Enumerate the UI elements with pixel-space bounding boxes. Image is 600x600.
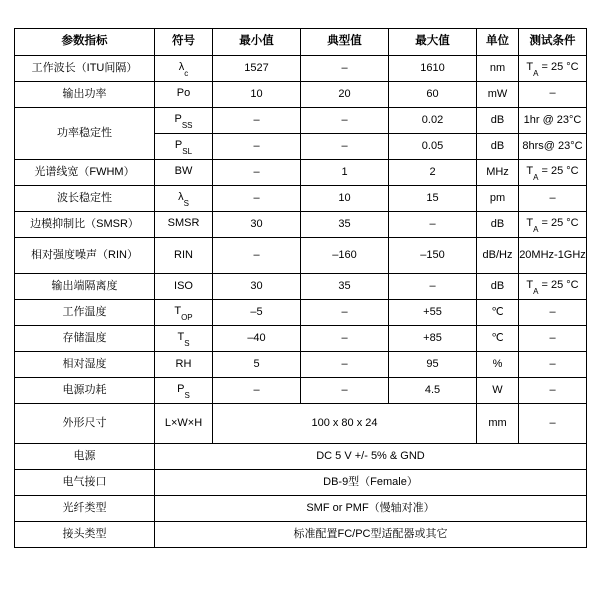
cell-unit: ℃ bbox=[477, 326, 519, 352]
cell-max: 15 bbox=[389, 186, 477, 212]
symbol-main: λ bbox=[178, 61, 185, 74]
cell-condition: – bbox=[519, 352, 587, 378]
symbol-sub: OP bbox=[181, 312, 193, 322]
cell-param: 工作温度 bbox=[15, 300, 155, 326]
cell-condition bbox=[519, 274, 587, 300]
cell-param: 外形尺寸 bbox=[15, 404, 155, 444]
table-row bbox=[15, 212, 587, 238]
cell-max: 60 bbox=[389, 82, 477, 108]
cell-typ: – bbox=[301, 378, 389, 404]
cell-min: – bbox=[213, 134, 301, 160]
cell-min: 10 bbox=[213, 82, 301, 108]
cell-max: 95 bbox=[389, 352, 477, 378]
cell-unit: mW bbox=[477, 82, 519, 108]
cell-min: – bbox=[213, 160, 301, 186]
cell-min: –5 bbox=[213, 300, 301, 326]
cell-param: 存储温度 bbox=[15, 326, 155, 352]
cell-typ: 35 bbox=[301, 274, 389, 300]
cell-condition: – bbox=[519, 186, 587, 212]
cell-max: +85 bbox=[389, 326, 477, 352]
table-row-full bbox=[15, 470, 587, 496]
symbol-main: T bbox=[177, 331, 185, 344]
symbol-main: P bbox=[174, 139, 183, 152]
cell-full-value: SMF or PMF（慢轴对准） bbox=[155, 496, 587, 522]
cell-typ: 10 bbox=[301, 186, 389, 212]
table-row bbox=[15, 274, 587, 300]
cell-unit: dB/Hz bbox=[477, 238, 519, 274]
cell-min: – bbox=[213, 378, 301, 404]
table-row bbox=[15, 186, 587, 212]
cell-symbol: L×W×H bbox=[155, 404, 213, 444]
cell-unit: ℃ bbox=[477, 300, 519, 326]
cell-typ: – bbox=[301, 326, 389, 352]
cell-min: 1527 bbox=[213, 56, 301, 82]
cell-param: 光谱线宽（FWHM） bbox=[15, 160, 155, 186]
cond-main: T bbox=[526, 165, 534, 178]
cell-param: 电气接口 bbox=[15, 470, 155, 496]
cell-symbol bbox=[155, 56, 213, 82]
cell-param: 边模抑制比（SMSR） bbox=[15, 212, 155, 238]
column-header-min: 最小值 bbox=[213, 29, 301, 56]
table-row bbox=[15, 300, 587, 326]
cell-typ: – bbox=[301, 134, 389, 160]
cell-param: 输出功率 bbox=[15, 82, 155, 108]
table-row-dimension bbox=[15, 404, 587, 444]
cell-typ: 1 bbox=[301, 160, 389, 186]
symbol-main: P bbox=[174, 113, 182, 126]
cond-sub: A bbox=[533, 224, 539, 234]
cell-min: – bbox=[213, 108, 301, 134]
table-row bbox=[15, 108, 587, 134]
cell-condition: – bbox=[519, 326, 587, 352]
symbol-sub: S bbox=[183, 198, 189, 208]
cell-condition: 8hrs@ 23°C bbox=[519, 134, 587, 160]
table-row bbox=[15, 56, 587, 82]
symbol-sub: SS bbox=[181, 120, 193, 130]
cell-param: 输出端隔离度 bbox=[15, 274, 155, 300]
symbol-sub: c bbox=[184, 68, 189, 78]
cond-rest: = 25 °C bbox=[538, 61, 579, 74]
cell-condition: 20MHz-1GHz bbox=[519, 238, 587, 274]
cond-rest: = 25 °C bbox=[538, 279, 579, 292]
symbol-sub: S bbox=[184, 338, 190, 348]
table-row bbox=[15, 326, 587, 352]
column-header-max: 最大值 bbox=[389, 29, 477, 56]
cell-max: +55 bbox=[389, 300, 477, 326]
cell-symbol bbox=[155, 134, 213, 160]
cell-param: 波长稳定性 bbox=[15, 186, 155, 212]
cell-unit: dB bbox=[477, 274, 519, 300]
cell-typ: 20 bbox=[301, 82, 389, 108]
cell-unit: MHz bbox=[477, 160, 519, 186]
cell-full-value: DC 5 V +/- 5% & GND bbox=[155, 444, 587, 470]
column-header-condition: 测试条件 bbox=[519, 29, 587, 56]
cell-min: – bbox=[213, 186, 301, 212]
symbol-main: Po bbox=[176, 87, 191, 100]
cell-unit: dB bbox=[477, 108, 519, 134]
specification-table bbox=[14, 28, 587, 548]
cell-param: 功率稳定性 bbox=[15, 108, 155, 160]
symbol-main: λ bbox=[178, 191, 184, 204]
column-header-param: 参数指标 bbox=[15, 29, 155, 56]
column-header-typ: 典型值 bbox=[301, 29, 389, 56]
cell-symbol bbox=[155, 274, 213, 300]
cell-typ: – bbox=[301, 56, 389, 82]
symbol-main: SMSR bbox=[167, 217, 200, 230]
cell-unit: dB bbox=[477, 134, 519, 160]
cell-param: 光纤类型 bbox=[15, 496, 155, 522]
cell-param: 电源 bbox=[15, 444, 155, 470]
table-header-row bbox=[15, 29, 587, 56]
cell-param: 工作波长（ITU间隔） bbox=[15, 56, 155, 82]
symbol-main: RIN bbox=[174, 249, 193, 262]
cell-unit: dB bbox=[477, 212, 519, 238]
cond-main: – bbox=[549, 87, 556, 100]
cond-sub: A bbox=[533, 286, 539, 296]
cell-max: – bbox=[389, 212, 477, 238]
cell-condition: – bbox=[519, 378, 587, 404]
cell-condition bbox=[519, 56, 587, 82]
cell-param: 接头类型 bbox=[15, 522, 155, 548]
table-row-full bbox=[15, 496, 587, 522]
cond-rest: = 25 °C bbox=[538, 217, 579, 230]
symbol-main: ISO bbox=[174, 280, 193, 293]
symbol-sub: S bbox=[184, 390, 190, 400]
cell-unit: nm bbox=[477, 56, 519, 82]
cell-min: 30 bbox=[213, 212, 301, 238]
cell-unit: % bbox=[477, 352, 519, 378]
cell-symbol bbox=[155, 300, 213, 326]
cond-sub: A bbox=[533, 172, 539, 182]
cell-unit: W bbox=[477, 378, 519, 404]
cell-symbol bbox=[155, 108, 213, 134]
cell-typ: –160 bbox=[301, 238, 389, 274]
cell-symbol bbox=[155, 326, 213, 352]
cell-max: –150 bbox=[389, 238, 477, 274]
cell-symbol bbox=[155, 82, 213, 108]
cell-typ: – bbox=[301, 352, 389, 378]
cell-min: 30 bbox=[213, 274, 301, 300]
cell-symbol bbox=[155, 212, 213, 238]
cell-symbol bbox=[155, 238, 213, 274]
cell-max: – bbox=[389, 274, 477, 300]
cell-symbol bbox=[155, 378, 213, 404]
cell-max: 2 bbox=[389, 160, 477, 186]
cell-full-value: DB-9型（Female） bbox=[155, 470, 587, 496]
cell-unit: mm bbox=[477, 404, 519, 444]
symbol-main: BW bbox=[174, 165, 193, 178]
symbol-sub: SL bbox=[182, 146, 193, 156]
cell-max: 0.02 bbox=[389, 108, 477, 134]
cond-main: T bbox=[526, 279, 534, 292]
table-row-full bbox=[15, 444, 587, 470]
cell-typ: – bbox=[301, 300, 389, 326]
cell-max: 0.05 bbox=[389, 134, 477, 160]
symbol-main: T bbox=[174, 305, 182, 318]
cell-min: – bbox=[213, 238, 301, 274]
symbol-main: P bbox=[177, 383, 185, 396]
cell-symbol bbox=[155, 186, 213, 212]
cell-condition: – bbox=[519, 300, 587, 326]
cell-max: 1610 bbox=[389, 56, 477, 82]
column-header-symbol: 符号 bbox=[155, 29, 213, 56]
cell-condition: 1hr @ 23°C bbox=[519, 108, 587, 134]
cell-typ: – bbox=[301, 108, 389, 134]
cond-rest: = 25 °C bbox=[538, 165, 579, 178]
cell-unit: pm bbox=[477, 186, 519, 212]
cell-symbol bbox=[155, 352, 213, 378]
table-row-full bbox=[15, 522, 587, 548]
cell-condition bbox=[519, 160, 587, 186]
cell-condition bbox=[519, 212, 587, 238]
cell-min: 5 bbox=[213, 352, 301, 378]
cond-main: T bbox=[526, 217, 534, 230]
cell-param: 相对强度噪声（RIN） bbox=[15, 238, 155, 274]
cell-min: –40 bbox=[213, 326, 301, 352]
cell-typ: 35 bbox=[301, 212, 389, 238]
cell-condition bbox=[519, 82, 587, 108]
cell-dimension-value: 100 x 80 x 24 bbox=[213, 404, 477, 444]
symbol-main: RH bbox=[175, 358, 192, 371]
table-row bbox=[15, 160, 587, 186]
cell-symbol bbox=[155, 160, 213, 186]
table-row bbox=[15, 378, 587, 404]
cell-max: 4.5 bbox=[389, 378, 477, 404]
column-header-unit: 单位 bbox=[477, 29, 519, 56]
cell-param: 电源功耗 bbox=[15, 378, 155, 404]
table-row bbox=[15, 238, 587, 274]
table-row bbox=[15, 352, 587, 378]
cond-main: T bbox=[526, 61, 534, 74]
cond-sub: A bbox=[533, 68, 539, 78]
table-row bbox=[15, 82, 587, 108]
cell-condition: – bbox=[519, 404, 587, 444]
cell-full-value: 标准配置FC/PC型适配器或其它 bbox=[155, 522, 587, 548]
cell-param: 相对湿度 bbox=[15, 352, 155, 378]
